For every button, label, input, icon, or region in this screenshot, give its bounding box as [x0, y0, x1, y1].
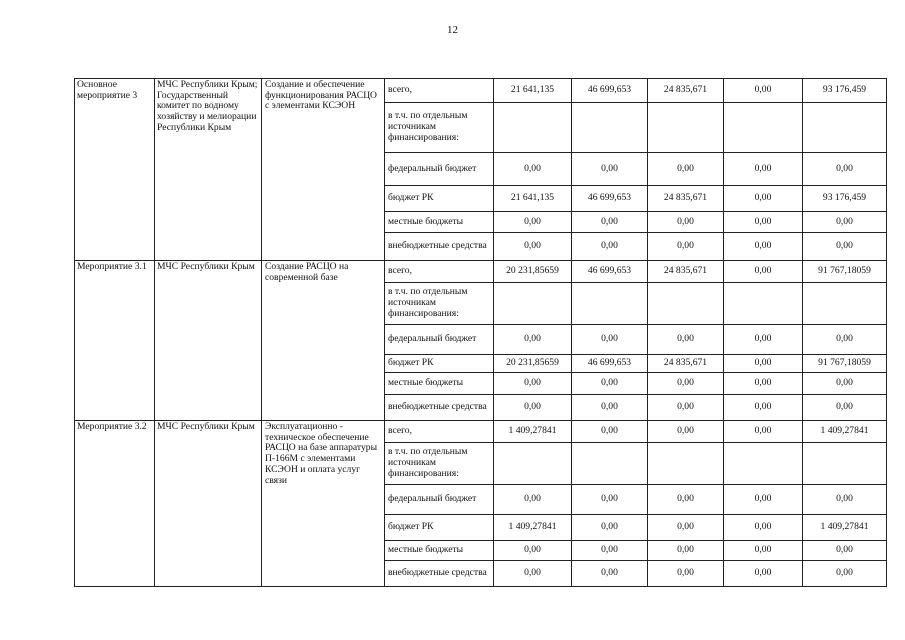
amount-cell: 0,00 — [494, 373, 572, 395]
amount-cell: 24 835,671 — [648, 355, 724, 373]
amount-cell: 0,00 — [803, 373, 887, 395]
activity-code-cell: Основное мероприятие 3 — [75, 79, 155, 261]
amount-cell: 0,00 — [494, 485, 572, 515]
amount-cell: 0,00 — [648, 373, 724, 395]
amount-cell: 0,00 — [724, 153, 803, 186]
activity-code-cell: Мероприятие 3.2 — [75, 421, 155, 587]
executor-cell: МЧС Республики Крым — [155, 421, 262, 587]
amount-cell: 0,00 — [572, 515, 648, 541]
amount-cell — [803, 103, 887, 153]
amount-cell: 0,00 — [572, 541, 648, 561]
activity-name-cell: Создание РАСЦО на современной базе — [262, 261, 385, 421]
amount-cell: 0,00 — [724, 395, 803, 421]
funding-source-cell: бюджет РК — [385, 186, 494, 212]
funding-source-cell: в т.ч. по отдельным источникам финансирования: — [385, 103, 494, 153]
amount-cell: 24 835,671 — [648, 261, 724, 283]
funding-source-cell: всего, — [385, 79, 494, 103]
funding-source-cell: внебюджетные средства — [385, 561, 494, 587]
amount-cell: 0,00 — [803, 485, 887, 515]
amount-cell: 46 699,653 — [572, 355, 648, 373]
executor-cell: МЧС Республики Крым; Государственный комитет по водному хозяйству и мелиорации Республики Крым — [155, 79, 262, 261]
table-row — [75, 79, 887, 103]
amount-cell — [724, 443, 803, 485]
amount-cell: 0,00 — [494, 325, 572, 355]
amount-cell: 1 409,27841 — [803, 515, 887, 541]
amount-cell: 20 231,85659 — [494, 261, 572, 283]
amount-cell: 0,00 — [648, 515, 724, 541]
amount-cell: 0,00 — [724, 541, 803, 561]
executor-cell: МЧС Республики Крым — [155, 261, 262, 421]
amount-cell: 0,00 — [572, 373, 648, 395]
amount-cell: 0,00 — [648, 212, 724, 233]
amount-cell: 0,00 — [803, 325, 887, 355]
amount-cell — [803, 283, 887, 325]
amount-cell: 0,00 — [724, 79, 803, 103]
amount-cell: 91 767,18059 — [803, 261, 887, 283]
amount-cell — [803, 443, 887, 485]
amount-cell: 46 699,653 — [572, 186, 648, 212]
amount-cell: 0,00 — [572, 325, 648, 355]
amount-cell: 93 176,459 — [803, 79, 887, 103]
amount-cell: 91 767,18059 — [803, 355, 887, 373]
amount-cell: 46 699,653 — [572, 79, 648, 103]
amount-cell — [648, 103, 724, 153]
amount-cell: 1 409,27841 — [494, 421, 572, 443]
activity-name-cell: Создание и обеспечение функционирования РАСЦО с элементами КСЭОН — [262, 79, 385, 261]
funding-source-cell: в т.ч. по отдельным источникам финансирования: — [385, 443, 494, 485]
financing-table — [74, 78, 887, 587]
funding-source-cell: федеральный бюджет — [385, 485, 494, 515]
amount-cell: 1 409,27841 — [494, 515, 572, 541]
amount-cell: 0,00 — [803, 561, 887, 587]
amount-cell: 0,00 — [494, 212, 572, 233]
amount-cell — [572, 283, 648, 325]
amount-cell: 0,00 — [724, 233, 803, 261]
amount-cell — [648, 443, 724, 485]
amount-cell: 0,00 — [724, 325, 803, 355]
amount-cell: 0,00 — [572, 485, 648, 515]
amount-cell: 0,00 — [648, 325, 724, 355]
amount-cell: 0,00 — [572, 561, 648, 587]
amount-cell — [572, 443, 648, 485]
amount-cell: 0,00 — [724, 561, 803, 587]
amount-cell: 0,00 — [724, 261, 803, 283]
amount-cell: 0,00 — [648, 153, 724, 186]
amount-cell: 0,00 — [803, 153, 887, 186]
funding-source-cell: внебюджетные средства — [385, 233, 494, 261]
amount-cell: 0,00 — [724, 421, 803, 443]
amount-cell: 0,00 — [724, 515, 803, 541]
table-row — [75, 421, 887, 443]
funding-source-cell: местные бюджеты — [385, 373, 494, 395]
amount-cell: 0,00 — [724, 485, 803, 515]
table-body — [75, 79, 887, 587]
amount-cell: 1 409,27841 — [803, 421, 887, 443]
amount-cell: 93 176,459 — [803, 186, 887, 212]
amount-cell — [724, 283, 803, 325]
amount-cell: 0,00 — [572, 233, 648, 261]
funding-source-cell: всего, — [385, 261, 494, 283]
amount-cell — [494, 103, 572, 153]
amount-cell — [724, 103, 803, 153]
amount-cell — [494, 443, 572, 485]
amount-cell: 0,00 — [648, 541, 724, 561]
amount-cell: 20 231,85659 — [494, 355, 572, 373]
amount-cell: 0,00 — [494, 541, 572, 561]
amount-cell: 0,00 — [724, 373, 803, 395]
table-row — [75, 261, 887, 283]
funding-source-cell: местные бюджеты — [385, 212, 494, 233]
amount-cell: 0,00 — [803, 541, 887, 561]
amount-cell — [494, 283, 572, 325]
amount-cell: 0,00 — [648, 421, 724, 443]
amount-cell: 24 835,671 — [648, 79, 724, 103]
funding-source-cell: федеральный бюджет — [385, 325, 494, 355]
amount-cell: 0,00 — [572, 395, 648, 421]
amount-cell — [572, 103, 648, 153]
funding-source-cell: местные бюджеты — [385, 541, 494, 561]
amount-cell: 0,00 — [494, 561, 572, 587]
amount-cell: 0,00 — [648, 561, 724, 587]
amount-cell: 0,00 — [803, 233, 887, 261]
amount-cell: 0,00 — [572, 421, 648, 443]
amount-cell: 0,00 — [648, 233, 724, 261]
activity-name-cell: Эксплуатационно - техническое обеспечение РАСЦО на базе аппаратуры П-166М с элементами КСЭОН и оплата услуг связи — [262, 421, 385, 587]
funding-source-cell: в т.ч. по отдельным источникам финансирования: — [385, 283, 494, 325]
activity-code-cell: Мероприятие 3.1 — [75, 261, 155, 421]
amount-cell: 0,00 — [724, 186, 803, 212]
amount-cell: 0,00 — [803, 395, 887, 421]
funding-source-cell: бюджет РК — [385, 515, 494, 541]
funding-source-cell: всего, — [385, 421, 494, 443]
page-number: 12 — [447, 24, 458, 36]
funding-source-cell: бюджет РК — [385, 355, 494, 373]
amount-cell: 0,00 — [494, 153, 572, 186]
amount-cell: 0,00 — [494, 395, 572, 421]
amount-cell: 24 835,671 — [648, 186, 724, 212]
amount-cell: 0,00 — [803, 212, 887, 233]
amount-cell: 0,00 — [648, 485, 724, 515]
funding-source-cell: внебюджетные средства — [385, 395, 494, 421]
amount-cell — [648, 283, 724, 325]
amount-cell: 0,00 — [494, 233, 572, 261]
amount-cell: 0,00 — [724, 212, 803, 233]
amount-cell: 0,00 — [724, 355, 803, 373]
amount-cell: 0,00 — [572, 153, 648, 186]
amount-cell: 46 699,653 — [572, 261, 648, 283]
amount-cell: 21 641,135 — [494, 79, 572, 103]
amount-cell: 0,00 — [648, 395, 724, 421]
amount-cell: 21 641,135 — [494, 186, 572, 212]
amount-cell: 0,00 — [572, 212, 648, 233]
funding-source-cell: федеральный бюджет — [385, 153, 494, 186]
